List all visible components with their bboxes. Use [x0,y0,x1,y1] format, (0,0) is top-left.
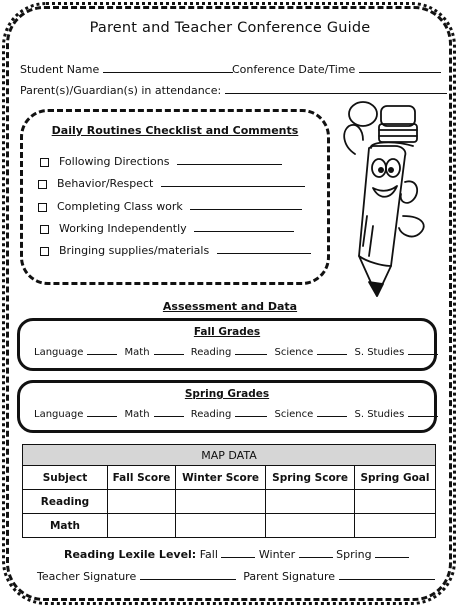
lexile-winter-field[interactable] [299,546,333,558]
score-cell[interactable] [266,490,355,514]
fall-studies-label: S. Studies [354,347,405,358]
fall-studies-field[interactable] [408,345,438,355]
page-title: Parent and Teacher Conference Guide [89,20,371,36]
pencil-mascot-illustration [333,96,433,304]
checklist-item [38,175,305,190]
spring-grades-title: Spring Grades [184,388,270,400]
row-label: Math [23,514,108,538]
map-data-title: MAP DATA [23,445,436,466]
fall-science-field[interactable] [317,345,347,355]
column-header: Spring Score [266,466,355,490]
table-header-row [23,466,436,490]
lexile-row [64,546,409,561]
score-cell[interactable] [108,514,176,538]
student-name-row [20,61,233,76]
checkbox[interactable] [38,180,47,189]
checklist-title: Daily Routines Checklist and Comments [51,124,299,137]
comment-field[interactable] [190,198,302,210]
teacher-signature-label: Teacher Signature [37,570,137,583]
fall-math-label: Math [124,347,150,358]
comment-field[interactable] [194,220,294,232]
score-cell[interactable] [354,490,435,514]
table-row [23,514,436,538]
checklist-item-label: Following Directions [59,155,170,168]
comment-field[interactable] [217,242,311,254]
fall-grades-row [34,345,442,358]
signature-row [37,568,435,583]
student-name-field[interactable] [103,61,233,73]
score-cell[interactable] [108,490,176,514]
checkbox[interactable] [40,225,49,234]
checklist-item [38,198,302,213]
spring-math-label: Math [124,409,150,420]
parent-signature-field[interactable] [339,568,435,580]
comment-field[interactable] [161,175,305,187]
table-row [23,490,436,514]
checkbox[interactable] [40,158,49,167]
fall-math-field[interactable] [154,345,184,355]
checklist-item-label: Bringing supplies/materials [59,244,210,257]
lexile-fall-field[interactable] [221,546,255,558]
comment-field[interactable] [177,153,282,165]
lexile-spring-field[interactable] [375,546,409,558]
spring-language-field[interactable] [87,407,117,417]
spring-reading-field[interactable] [235,407,267,417]
score-cell[interactable] [354,514,435,538]
spring-science-field[interactable] [317,407,347,417]
fall-grades-title: Fall Grades [193,326,261,338]
spring-science-label: Science [274,409,314,420]
parent-signature-label: Parent Signature [243,570,336,583]
lexile-winter-label: Winter [258,548,296,561]
conference-date-row [232,61,441,76]
checklist-item-label: Completing Class work [57,200,183,213]
fall-reading-field[interactable] [235,345,267,355]
column-header: Subject [23,466,108,490]
fall-science-label: Science [274,347,314,358]
pencil-eraser [381,106,415,126]
spring-math-field[interactable] [154,407,184,417]
checklist-item-label: Behavior/Respect [57,177,154,190]
teacher-signature-field[interactable] [140,568,236,580]
daily-routines-panel [20,109,330,285]
fall-language-label: Language [34,347,84,358]
conference-date-field[interactable] [359,61,441,73]
score-cell[interactable] [176,490,266,514]
pencil-arm-left [344,125,363,154]
assessment-title: Assessment and Data [162,300,298,313]
conference-date-label: Conference Date/Time [232,63,356,76]
column-header: Fall Score [108,466,176,490]
pencil-mouth [373,186,397,197]
pencil-hand-top [349,102,377,126]
checklist-item [40,153,282,168]
parents-field[interactable] [225,82,447,94]
lexile-spring-label: Spring [336,548,372,561]
checklist-item-label: Working Independently [59,222,187,235]
checkbox[interactable] [38,203,47,212]
spring-language-label: Language [34,409,84,420]
parents-label: Parent(s)/Guardian(s) in attendance: [20,84,222,97]
spring-grades-box [17,380,437,433]
fall-reading-label: Reading [190,347,232,358]
column-header: Winter Score [176,466,266,490]
lexile-label: Reading Lexile Level: [64,548,197,561]
student-name-label: Student Name [20,63,100,76]
spring-grades-row [34,407,442,420]
spring-studies-label: S. Studies [354,409,405,420]
spring-studies-field[interactable] [408,407,438,417]
row-label: Reading [23,490,108,514]
score-cell[interactable] [176,514,266,538]
map-data-table [22,444,436,538]
spring-reading-label: Reading [190,409,232,420]
checklist-item [40,220,294,235]
pencil-arm-right [401,181,417,203]
lexile-fall-label: Fall [199,548,218,561]
column-header: Spring Goal [354,466,435,490]
parents-row [20,82,447,97]
checklist-item [40,242,311,257]
score-cell[interactable] [266,514,355,538]
fall-language-field[interactable] [87,345,117,355]
checkbox[interactable] [40,247,49,256]
fall-grades-box [17,318,437,371]
